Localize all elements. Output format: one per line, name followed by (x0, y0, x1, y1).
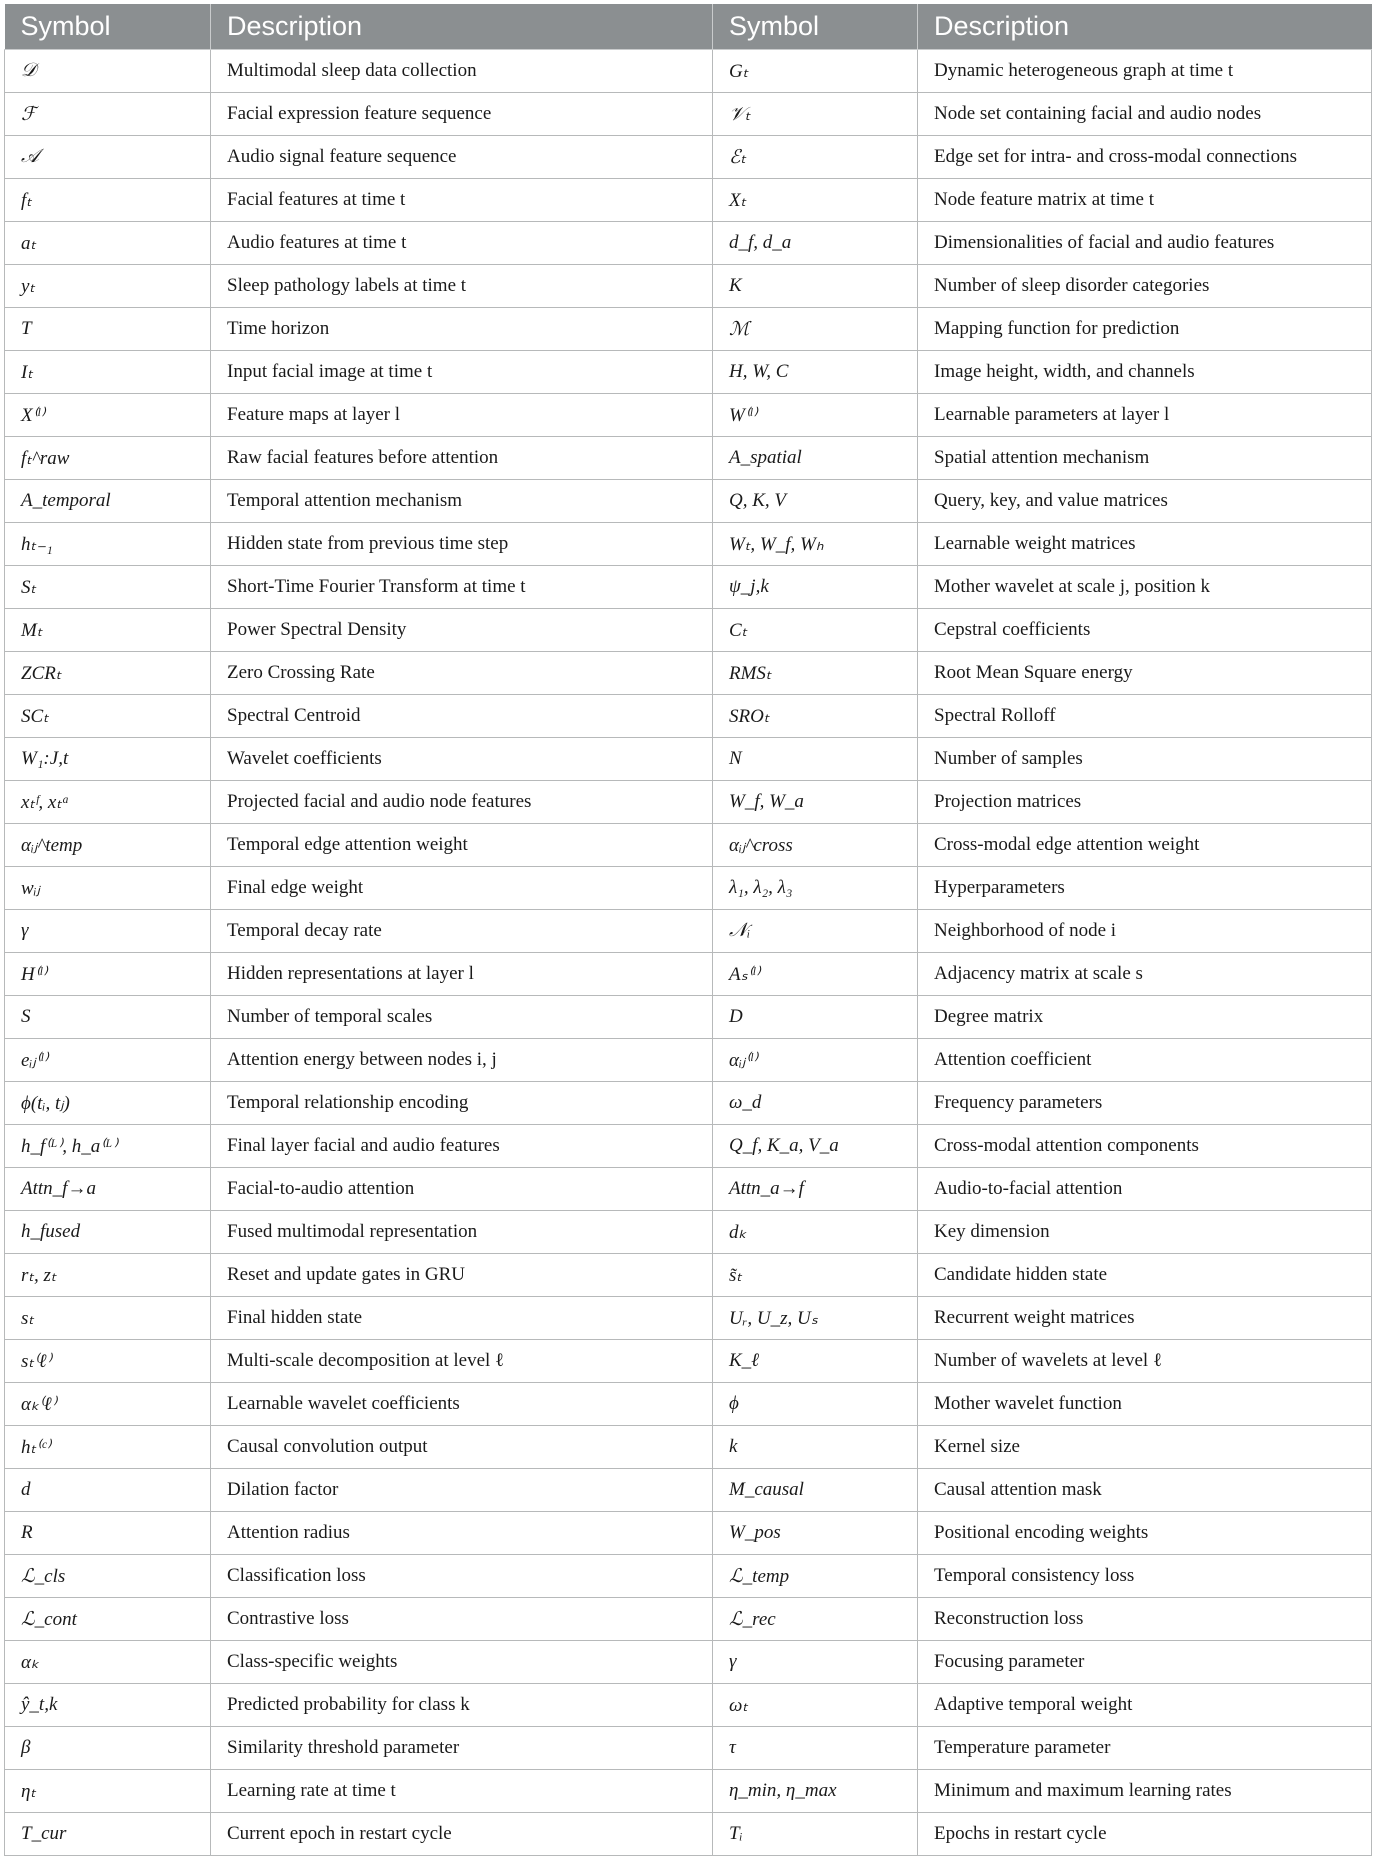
description-cell: Attention energy between nodes i, j (211, 1039, 713, 1082)
symbol-cell: hₜ₋₁ (5, 523, 211, 566)
description-cell: Final hidden state (211, 1297, 713, 1340)
symbol-cell: ℒ_rec (713, 1598, 918, 1641)
description-cell: Learnable parameters at layer l (918, 394, 1372, 437)
table-row (5, 1383, 1372, 1426)
table-row (5, 523, 1372, 566)
table-row (5, 996, 1372, 1039)
description-cell: Wavelet coefficients (211, 738, 713, 781)
symbol-cell: ηₜ (5, 1770, 211, 1813)
table-row (5, 1297, 1372, 1340)
symbol-cell: ω_d (713, 1082, 918, 1125)
symbol-cell: ℒ_temp (713, 1555, 918, 1598)
table-row (5, 1426, 1372, 1469)
description-cell: Temporal edge attention weight (211, 824, 713, 867)
description-cell: Class-specific weights (211, 1641, 713, 1684)
table-row (5, 953, 1372, 996)
table-row (5, 437, 1372, 480)
description-cell: Root Mean Square energy (918, 652, 1372, 695)
description-cell: Minimum and maximum learning rates (918, 1770, 1372, 1813)
header-symbol-2: Symbol (713, 4, 918, 50)
description-cell: Projection matrices (918, 781, 1372, 824)
description-cell: Mapping function for prediction (918, 308, 1372, 351)
table-row (5, 1039, 1372, 1082)
symbol-cell: ϕ(tᵢ, tⱼ) (5, 1082, 211, 1125)
description-cell: Spectral Centroid (211, 695, 713, 738)
symbol-cell: hₜ⁽ᶜ⁾ (5, 1426, 211, 1469)
description-cell: Input facial image at time t (211, 351, 713, 394)
description-cell: Query, key, and value matrices (918, 480, 1372, 523)
symbol-cell: ℱ (5, 93, 211, 136)
symbol-cell: rₜ, zₜ (5, 1254, 211, 1297)
table-row (5, 1211, 1372, 1254)
symbol-cell: Iₜ (5, 351, 211, 394)
header-description-1: Description (211, 4, 713, 50)
description-cell: Final edge weight (211, 867, 713, 910)
symbol-cell: eᵢⱼ⁽ˡ⁾ (5, 1039, 211, 1082)
description-cell: Dimensionalities of facial and audio features (918, 222, 1372, 265)
symbol-cell: Cₜ (713, 609, 918, 652)
description-cell: Temporal consistency loss (918, 1555, 1372, 1598)
symbol-cell: RMSₜ (713, 652, 918, 695)
symbol-cell: dₖ (713, 1211, 918, 1254)
symbol-cell: T_cur (5, 1813, 211, 1856)
symbol-cell: η_min, η_max (713, 1770, 918, 1813)
symbol-cell: Q, K, V (713, 480, 918, 523)
table-row (5, 1727, 1372, 1770)
symbol-cell: Uᵣ, U_z, Uₛ (713, 1297, 918, 1340)
symbol-cell: D (713, 996, 918, 1039)
description-cell: Facial-to-audio attention (211, 1168, 713, 1211)
description-cell: Multi-scale decomposition at level ℓ (211, 1340, 713, 1383)
description-cell: Attention radius (211, 1512, 713, 1555)
table-row (5, 1813, 1372, 1856)
description-cell: Sleep pathology labels at time t (211, 265, 713, 308)
symbol-cell: αᵢⱼ^temp (5, 824, 211, 867)
table-row (5, 695, 1372, 738)
description-cell: Classification loss (211, 1555, 713, 1598)
table-row (5, 265, 1372, 308)
description-cell: Short-Time Fourier Transform at time t (211, 566, 713, 609)
symbol-cell: K_ℓ (713, 1340, 918, 1383)
symbol-cell: 𝒜 (5, 136, 211, 179)
symbol-cell: SROₜ (713, 695, 918, 738)
description-cell: Audio features at time t (211, 222, 713, 265)
symbol-cell: ℳ (713, 308, 918, 351)
symbol-cell: h_f⁽ᴸ⁾, h_a⁽ᴸ⁾ (5, 1125, 211, 1168)
table-row (5, 824, 1372, 867)
symbol-cell: T (5, 308, 211, 351)
symbol-cell: W⁽ˡ⁾ (713, 394, 918, 437)
description-cell: Degree matrix (918, 996, 1372, 1039)
table-row (5, 179, 1372, 222)
table-row (5, 910, 1372, 953)
description-cell: Adaptive temporal weight (918, 1684, 1372, 1727)
description-cell: Number of sleep disorder categories (918, 265, 1372, 308)
description-cell: Projected facial and audio node features (211, 781, 713, 824)
symbol-cell: Attn_a→f (713, 1168, 918, 1211)
description-cell: Epochs in restart cycle (918, 1813, 1372, 1856)
symbol-cell: ℒ_cls (5, 1555, 211, 1598)
table-row (5, 566, 1372, 609)
description-cell: Predicted probability for class k (211, 1684, 713, 1727)
header-description-2: Description (918, 4, 1372, 50)
description-cell: Image height, width, and channels (918, 351, 1372, 394)
symbol-cell: SCₜ (5, 695, 211, 738)
symbol-cell: ŷ_t,k (5, 1684, 211, 1727)
description-cell: Time horizon (211, 308, 713, 351)
table-row (5, 1254, 1372, 1297)
description-cell: Temporal relationship encoding (211, 1082, 713, 1125)
symbol-cell: s̃ₜ (713, 1254, 918, 1297)
symbol-cell: W_f, W_a (713, 781, 918, 824)
table-row (5, 1555, 1372, 1598)
description-cell: Causal attention mask (918, 1469, 1372, 1512)
table-row (5, 308, 1372, 351)
table-row (5, 609, 1372, 652)
symbol-cell: H, W, C (713, 351, 918, 394)
symbol-cell: d_f, d_a (713, 222, 918, 265)
table-row (5, 222, 1372, 265)
description-cell: Temperature parameter (918, 1727, 1372, 1770)
description-cell: Hidden state from previous time step (211, 523, 713, 566)
symbol-cell: Q_f, K_a, V_a (713, 1125, 918, 1168)
description-cell: Current epoch in restart cycle (211, 1813, 713, 1856)
symbol-cell: N (713, 738, 918, 781)
description-cell: Adjacency matrix at scale s (918, 953, 1372, 996)
symbol-cell: β (5, 1727, 211, 1770)
description-cell: Facial features at time t (211, 179, 713, 222)
table-row (5, 1598, 1372, 1641)
description-cell: Spectral Rolloff (918, 695, 1372, 738)
description-cell: Node feature matrix at time t (918, 179, 1372, 222)
symbol-cell: ωₜ (713, 1684, 918, 1727)
table-row (5, 93, 1372, 136)
header-row (5, 4, 1372, 50)
symbol-cell: K (713, 265, 918, 308)
description-cell: Positional encoding weights (918, 1512, 1372, 1555)
description-cell: Dilation factor (211, 1469, 713, 1512)
table-row (5, 351, 1372, 394)
table-row (5, 1340, 1372, 1383)
symbol-cell: Xₜ (713, 179, 918, 222)
symbol-cell: Gₜ (713, 50, 918, 93)
description-cell: Recurrent weight matrices (918, 1297, 1372, 1340)
table-row (5, 1641, 1372, 1684)
symbol-cell: yₜ (5, 265, 211, 308)
symbol-cell: Mₜ (5, 609, 211, 652)
description-cell: Causal convolution output (211, 1426, 713, 1469)
table-row (5, 480, 1372, 523)
symbol-cell: k (713, 1426, 918, 1469)
symbol-cell: fₜ (5, 179, 211, 222)
description-cell: Learning rate at time t (211, 1770, 713, 1813)
symbol-cell: sₜ⁽ℓ⁾ (5, 1340, 211, 1383)
notation-table (4, 4, 1372, 1856)
description-cell: Reset and update gates in GRU (211, 1254, 713, 1297)
symbol-cell: Wₜ, W_f, Wₕ (713, 523, 918, 566)
symbol-cell: Attn_f→a (5, 1168, 211, 1211)
description-cell: Hyperparameters (918, 867, 1372, 910)
symbol-cell: γ (713, 1641, 918, 1684)
symbol-cell: A_spatial (713, 437, 918, 480)
header-symbol-1: Symbol (5, 4, 211, 50)
description-cell: Mother wavelet function (918, 1383, 1372, 1426)
description-cell: Frequency parameters (918, 1082, 1372, 1125)
description-cell: Zero Crossing Rate (211, 652, 713, 695)
description-cell: Raw facial features before attention (211, 437, 713, 480)
symbol-cell: Aₛ⁽ˡ⁾ (713, 953, 918, 996)
description-cell: Cross-modal attention components (918, 1125, 1372, 1168)
table-row (5, 867, 1372, 910)
description-cell: Reconstruction loss (918, 1598, 1372, 1641)
symbol-cell: αᵢⱼ^cross (713, 824, 918, 867)
symbol-cell: ℒ_cont (5, 1598, 211, 1641)
description-cell: Temporal attention mechanism (211, 480, 713, 523)
symbol-cell: 𝒩ᵢ (713, 910, 918, 953)
table-row (5, 738, 1372, 781)
table-row (5, 394, 1372, 437)
table-row (5, 1125, 1372, 1168)
symbol-cell: αᵢⱼ⁽ˡ⁾ (713, 1039, 918, 1082)
symbol-cell: fₜ^raw (5, 437, 211, 480)
symbol-cell: S (5, 996, 211, 1039)
symbol-cell: A_temporal (5, 480, 211, 523)
description-cell: Fused multimodal representation (211, 1211, 713, 1254)
symbol-cell: γ (5, 910, 211, 953)
symbol-cell: aₜ (5, 222, 211, 265)
table-row (5, 136, 1372, 179)
description-cell: Cepstral coefficients (918, 609, 1372, 652)
table-row (5, 1082, 1372, 1125)
description-cell: Number of wavelets at level ℓ (918, 1340, 1372, 1383)
description-cell: Facial expression feature sequence (211, 93, 713, 136)
table-row (5, 50, 1372, 93)
description-cell: Power Spectral Density (211, 609, 713, 652)
symbol-cell: ZCRₜ (5, 652, 211, 695)
symbol-cell: X⁽ˡ⁾ (5, 394, 211, 437)
symbol-cell: Sₜ (5, 566, 211, 609)
description-cell: Learnable weight matrices (918, 523, 1372, 566)
symbol-cell: αₖ (5, 1641, 211, 1684)
description-cell: Feature maps at layer l (211, 394, 713, 437)
description-cell: Cross-modal edge attention weight (918, 824, 1372, 867)
symbol-cell: τ (713, 1727, 918, 1770)
description-cell: Candidate hidden state (918, 1254, 1372, 1297)
description-cell: Final layer facial and audio features (211, 1125, 713, 1168)
description-cell: Kernel size (918, 1426, 1372, 1469)
symbol-cell: xₜᶠ, xₜᵃ (5, 781, 211, 824)
symbol-cell: αₖ⁽ℓ⁾ (5, 1383, 211, 1426)
description-cell: Audio-to-facial attention (918, 1168, 1372, 1211)
description-cell: Attention coefficient (918, 1039, 1372, 1082)
description-cell: Audio signal feature sequence (211, 136, 713, 179)
description-cell: Number of temporal scales (211, 996, 713, 1039)
description-cell: Contrastive loss (211, 1598, 713, 1641)
symbol-cell: M_causal (713, 1469, 918, 1512)
table-row (5, 1770, 1372, 1813)
description-cell: Edge set for intra- and cross-modal connections (918, 136, 1372, 179)
description-cell: Hidden representations at layer l (211, 953, 713, 996)
symbol-cell: ψ_j,k (713, 566, 918, 609)
table-row (5, 652, 1372, 695)
description-cell: Neighborhood of node i (918, 910, 1372, 953)
description-cell: Learnable wavelet coefficients (211, 1383, 713, 1426)
table-row (5, 781, 1372, 824)
symbol-cell: R (5, 1512, 211, 1555)
description-cell: Spatial attention mechanism (918, 437, 1372, 480)
symbol-cell: H⁽ˡ⁾ (5, 953, 211, 996)
symbol-cell: 𝒱ₜ (713, 93, 918, 136)
symbol-cell: ℰₜ (713, 136, 918, 179)
symbol-cell: λ₁, λ₂, λ₃ (713, 867, 918, 910)
table-row (5, 1684, 1372, 1727)
table-row (5, 1469, 1372, 1512)
symbol-cell: W_pos (713, 1512, 918, 1555)
description-cell: Similarity threshold parameter (211, 1727, 713, 1770)
description-cell: Number of samples (918, 738, 1372, 781)
description-cell: Node set containing facial and audio nodes (918, 93, 1372, 136)
description-cell: Mother wavelet at scale j, position k (918, 566, 1372, 609)
symbol-cell: Tᵢ (713, 1813, 918, 1856)
description-cell: Dynamic heterogeneous graph at time t (918, 50, 1372, 93)
description-cell: Key dimension (918, 1211, 1372, 1254)
symbol-cell: 𝒟 (5, 50, 211, 93)
table-row (5, 1168, 1372, 1211)
table-row (5, 1512, 1372, 1555)
description-cell: Temporal decay rate (211, 910, 713, 953)
symbol-cell: W₁:J,t (5, 738, 211, 781)
description-cell: Multimodal sleep data collection (211, 50, 713, 93)
symbol-cell: sₜ (5, 1297, 211, 1340)
symbol-cell: h_fused (5, 1211, 211, 1254)
description-cell: Focusing parameter (918, 1641, 1372, 1684)
symbol-cell: d (5, 1469, 211, 1512)
symbol-cell: wᵢⱼ (5, 867, 211, 910)
symbol-cell: ϕ (713, 1383, 918, 1426)
